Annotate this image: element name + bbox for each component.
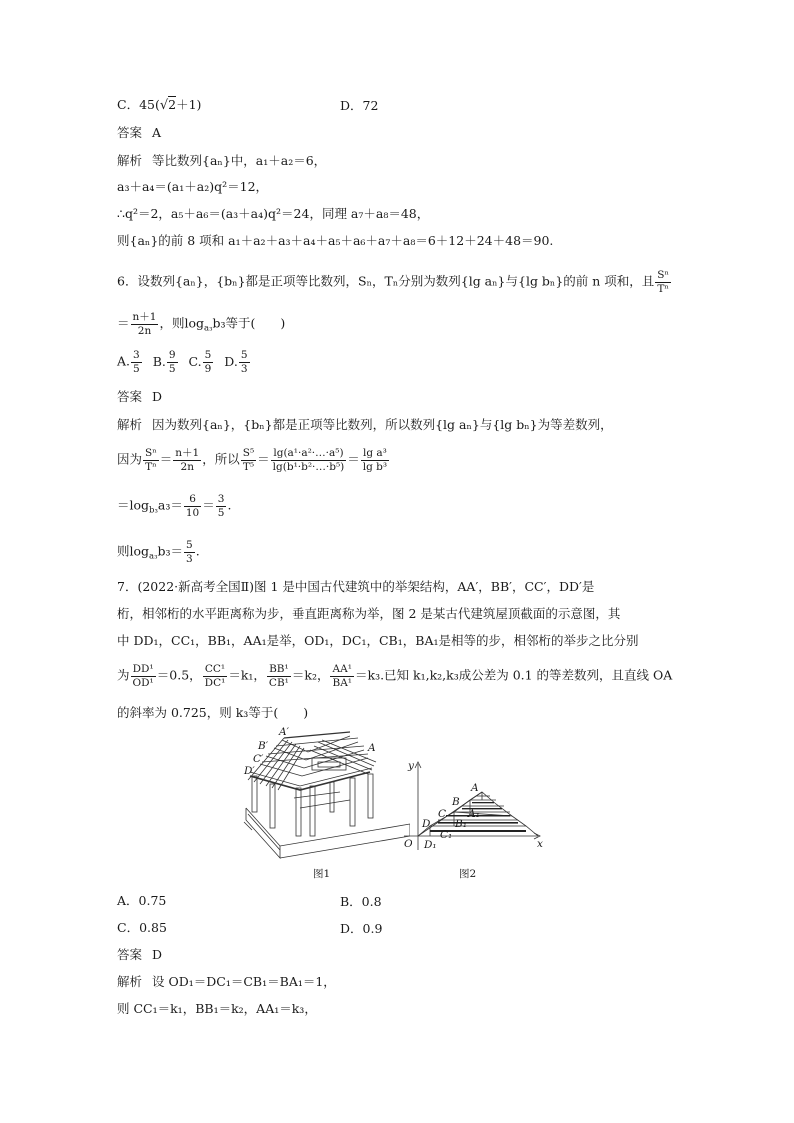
q5-answer: 答案 A — [117, 125, 162, 140]
q5-analysis-2: a₃＋a₄＝(a₁＋a₂)q²＝12， — [117, 179, 269, 194]
q7-answer: 答案 D — [117, 947, 163, 962]
fig2-label-d1: D₁ — [424, 839, 437, 851]
fig2-label-y: y — [408, 760, 414, 772]
q5-option-c: C．45(√2＋1) — [117, 97, 202, 113]
fig2-caption: 图2 — [459, 868, 477, 880]
fig1-label-c-prime: C′ — [253, 753, 264, 765]
fig2-label-b1: B₁ — [455, 818, 467, 830]
q6-answer: 答案 D — [117, 389, 163, 404]
q6-analysis-3: $=\log_{b_3}a_3=$ $\frac{6}{10}$ ＝ $\frac{3}{5}$ . — [117, 493, 232, 519]
fig2-label-o: O — [404, 838, 413, 850]
q6-analysis-4: 则$\log_{a_3}b_3=$ $\frac{5}{3}$ . — [117, 539, 200, 565]
fig2-label-c: C — [438, 808, 447, 820]
q7-stem-3: 中 DD₁，CC₁，BB₁，AA₁是举，OD₁，DC₁，CB₁，BA₁是相等的步，相邻桁的举步之比分别 — [117, 633, 639, 648]
fig2-label-a1: A₁ — [468, 808, 480, 820]
q6-stem-2: ＝ $\frac{n+1}{2n}$ ，则$\log_{a_3}b_3$等于( ) — [117, 311, 286, 337]
fig2-label-a: A — [471, 782, 479, 794]
q7-analysis-2: 则 CC₁＝k₁，BB₁＝k₂，AA₁＝k₃， — [117, 1001, 317, 1016]
q7-option-d: D．0.9 — [340, 921, 383, 936]
q6-analysis-2: 因为 $\frac{\text{Sⁿ}}{\text{Tⁿ}}$ ＝ $\frac{n+1}{2n}$ ，所以 $\frac{\text{S⁵}}{\text{T⁵}}$ ＝ $\frac{\text{lg(a¹·a²·…·a⁵)}}{\text{lg(b¹·b²·…·b⁵)}}$ ＝ $\frac{\text{lg a³}}{\text{lg b³}}$ — [117, 447, 388, 473]
q7-stem-4: 为 $\frac{\text{DD¹}}{\text{OD¹}}$ ＝0.5， $\frac{\text{CC¹}}{\text{DC¹}}$ ＝k₁， $\frac{\text{BB¹}}{\text{CB¹}}$ ＝k₂， $\frac{\text{AA¹}}{\text{BA¹}}$ ＝k₃.已知 k₁,k₂,k₃成公差为 0.1 的等差数列，且直线 OA — [117, 663, 673, 689]
q7-stem-2: 桁，相邻桁的水平距离称为步，垂直距离称为举，图 2 是某古代建筑屋顶截面的示意图，其 — [117, 606, 621, 621]
q5-analysis-4: 则{aₙ}的前 8 项和 a₁＋a₂＋a₃＋a₄＋a₅＋a₆＋a₇＋a₈＝6＋12＋24＋48＝90. — [117, 233, 554, 248]
fig1-label-d-prime: D′ — [244, 765, 255, 777]
q7-analysis-1: 解析 设 OD₁＝DC₁＝CB₁＝BA₁＝1， — [117, 974, 336, 989]
q7-option-a: A．0.75 — [117, 893, 167, 908]
q7-option-c: C．0.85 — [117, 920, 167, 935]
q7-option-b: B．0.8 — [340, 894, 382, 909]
fig1-label-a: A — [368, 742, 376, 754]
q5-option-d: D．72 — [340, 98, 379, 113]
fig1-label-a-prime: A′ — [279, 726, 289, 738]
fig2-label-b: B — [452, 796, 460, 808]
q7-stem-5: 的斜率为 0.725，则 k₃等于( ) — [117, 705, 309, 720]
fig2-label-c1: C₁ — [440, 829, 453, 841]
fig1-caption: 图1 — [313, 868, 331, 880]
figure-2-roof-section — [400, 756, 550, 854]
q5-analysis-3: ∴q²＝2，a₅＋a₆＝(a₃＋a₄)q²＝24，同理 a₇＋a₈＝48， — [117, 206, 430, 221]
fig1-label-b-prime: B′ — [258, 740, 269, 752]
fig2-label-d: D — [422, 818, 431, 830]
fig2-label-x: x — [537, 838, 543, 850]
q7-stem-1: 7．(2022·新高考全国Ⅱ)图 1 是中国古代建筑中的举架结构，AA′，BB′，CC′，DD′是 — [117, 579, 595, 594]
q6-options: A. $\frac{3}{5}$ B. $\frac{9}{5}$ C. $\frac{5}{9}$ D. $\frac{5}{3}$ — [117, 349, 248, 375]
q6-analysis-1: 解析 因为数列{aₙ}，{bₙ}都是正项等比数列，所以数列{lg aₙ}与{lg bₙ}为等差数列， — [117, 417, 613, 432]
q6-stem-1: 6．设数列{aₙ}，{bₙ}都是正项等比数列，Sₙ，Tₙ分别为数列{lg aₙ}与{lg bₙ}的前 n 项和，且 $\frac{\text{Sⁿ}}{\text{Tⁿ}}$ — [117, 269, 670, 295]
q5-analysis-1: 解析 等比数列{aₙ}中，a₁＋a₂＝6， — [117, 153, 327, 168]
